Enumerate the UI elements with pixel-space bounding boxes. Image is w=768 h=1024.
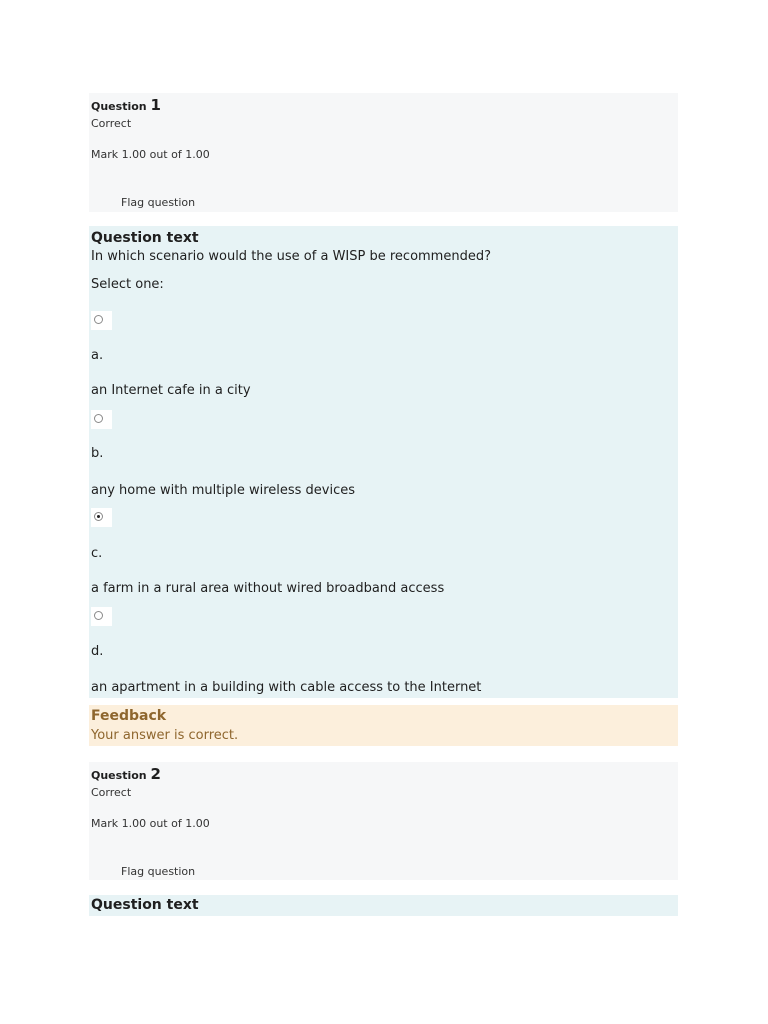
question-2-state: Correct xyxy=(91,786,132,799)
question-2-grade: Mark 1.00 out of 1.00 xyxy=(91,817,210,830)
question-2-formulation xyxy=(89,895,678,916)
select-one-prompt: Select one: xyxy=(91,277,164,292)
option-b-text[interactable]: any home with multiple wireless devices xyxy=(91,483,356,498)
question-1-grade: Mark 1.00 out of 1.00 xyxy=(91,148,210,161)
question-2-flag-link[interactable]: Flag question xyxy=(121,865,196,878)
question-1-info xyxy=(89,93,678,212)
option-c-radio[interactable] xyxy=(94,512,103,521)
option-d-text[interactable]: an apartment in a building with cable access to the Internet xyxy=(91,680,482,695)
question-heading-prefix: Question xyxy=(91,100,147,113)
question-text: In which scenario would the use of a WISP be recommended? xyxy=(91,249,491,264)
option-b-radio-cell[interactable] xyxy=(91,410,112,429)
question-number: 1 xyxy=(150,96,161,114)
question-number: 2 xyxy=(150,765,161,783)
feedback-label: Feedback xyxy=(91,708,167,724)
option-d-letter: d. xyxy=(91,644,104,659)
option-c-text[interactable]: a farm in a rural area without wired broadband access xyxy=(91,581,445,596)
question-text-label: Question text xyxy=(91,897,199,913)
option-b-letter: b. xyxy=(91,446,104,461)
question-1-feedback xyxy=(89,705,678,746)
question-1-formulation xyxy=(89,226,678,698)
question-text-label: Question text xyxy=(91,230,199,246)
question-2-heading xyxy=(91,765,161,783)
feedback-text: Your answer is correct. xyxy=(91,728,239,743)
option-b-radio[interactable] xyxy=(94,414,103,423)
option-a-text[interactable]: an Internet cafe in a city xyxy=(91,383,251,398)
question-2-info xyxy=(89,762,678,880)
question-1-flag-link[interactable]: Flag question xyxy=(121,196,196,209)
option-c-letter: c. xyxy=(91,546,103,561)
question-heading-prefix: Question xyxy=(91,769,147,782)
option-a-radio-cell[interactable] xyxy=(91,311,112,330)
option-d-radio[interactable] xyxy=(94,611,103,620)
option-a-radio[interactable] xyxy=(94,315,103,324)
option-c-radio-cell[interactable] xyxy=(91,508,112,527)
question-1-state: Correct xyxy=(91,117,132,130)
question-1-heading xyxy=(91,96,161,114)
option-a-letter: a. xyxy=(91,348,104,363)
option-d-radio-cell[interactable] xyxy=(91,607,112,626)
